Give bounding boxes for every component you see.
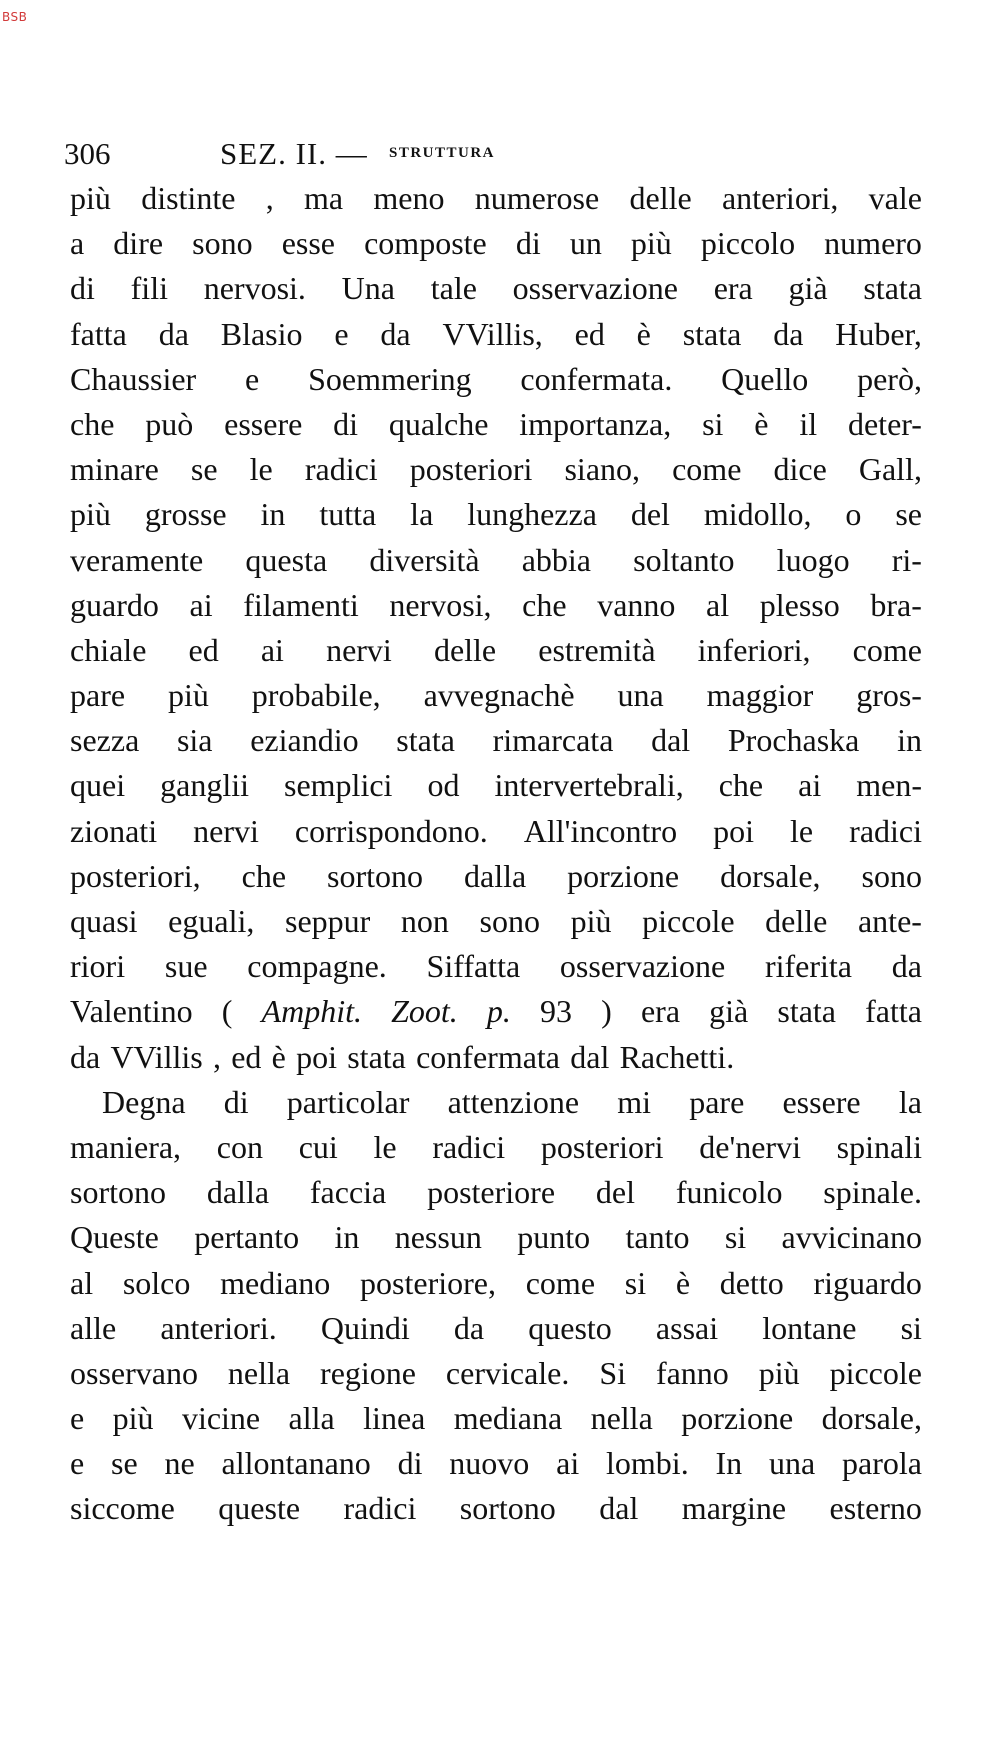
- word: da: [453, 1309, 485, 1346]
- text-line: [70, 312, 922, 357]
- word: sono: [192, 225, 253, 262]
- word: si: [624, 1264, 647, 1301]
- page-header: [64, 136, 924, 176]
- text-line: [70, 718, 922, 763]
- word: è: [754, 405, 769, 442]
- word: dorsale,: [821, 1400, 922, 1437]
- word: piccole: [829, 1354, 922, 1391]
- text-line: [70, 628, 922, 673]
- word: sue: [164, 948, 208, 985]
- word: margine: [681, 1490, 787, 1527]
- word: mediano: [220, 1264, 331, 1301]
- word: è: [271, 1038, 286, 1075]
- word: Una: [341, 270, 395, 307]
- word: pare: [689, 1083, 745, 1120]
- word: questo: [528, 1309, 612, 1346]
- word: si: [900, 1309, 922, 1346]
- word: minare: [70, 451, 159, 488]
- word: un: [569, 225, 602, 262]
- word: poi: [713, 812, 754, 849]
- word: delle: [433, 631, 497, 668]
- word: sortono: [327, 857, 424, 894]
- word: e: [245, 360, 260, 397]
- text-line: [70, 1261, 922, 1306]
- text-line: [70, 673, 922, 718]
- word: come: [852, 631, 922, 668]
- word: soltanto: [633, 541, 735, 578]
- word: fili: [130, 270, 168, 307]
- word: che: [241, 857, 287, 894]
- text-line: [70, 1125, 922, 1170]
- word: siano,: [564, 451, 641, 488]
- word: e: [334, 315, 349, 352]
- word: posteriore,: [360, 1264, 496, 1301]
- word: posteriore: [427, 1174, 556, 1211]
- word: spinali: [836, 1128, 922, 1165]
- word: quasi: [70, 903, 138, 939]
- word: se: [895, 496, 922, 533]
- word: nervosi.: [203, 270, 306, 307]
- word: fatta: [865, 993, 922, 1030]
- text-line: [70, 944, 922, 989]
- word: in: [334, 1219, 360, 1256]
- text-line: [70, 1215, 922, 1260]
- word: meno: [373, 180, 445, 216]
- word: che: [70, 405, 115, 442]
- word: chiale: [70, 631, 147, 668]
- text-line: [70, 1486, 922, 1531]
- word: osservano: [70, 1354, 198, 1391]
- word: anteriori,: [721, 180, 839, 216]
- word: numero: [824, 225, 922, 262]
- word: di: [70, 270, 95, 307]
- word: plesso: [759, 586, 840, 623]
- word: a: [70, 225, 85, 262]
- word: All'incontro: [523, 812, 678, 849]
- page-number: 306: [64, 136, 111, 171]
- word: del: [595, 1174, 635, 1211]
- word: filamenti: [243, 586, 359, 623]
- word: od: [427, 767, 460, 804]
- word: più: [570, 903, 612, 939]
- word: lunghezza: [467, 496, 597, 533]
- text-line: [70, 1035, 922, 1080]
- word: tutta: [319, 496, 377, 533]
- word: mediana: [453, 1400, 563, 1437]
- word: più: [630, 225, 672, 262]
- word: e: [70, 1400, 85, 1437]
- word: spinale.: [823, 1174, 922, 1211]
- word: osservazione: [512, 270, 678, 307]
- word: grosse: [144, 496, 227, 533]
- word: sono: [479, 903, 540, 939]
- text-line: [70, 221, 922, 266]
- word: alle: [70, 1309, 117, 1346]
- word: avvegnachè: [423, 677, 575, 714]
- word: non: [400, 903, 449, 939]
- word: inferiori,: [697, 631, 811, 668]
- word: di: [223, 1083, 249, 1120]
- word: ai: [189, 586, 213, 623]
- section-label: SEZ. II. —: [220, 136, 368, 171]
- word: in: [260, 496, 286, 533]
- word: probabile,: [251, 677, 381, 714]
- word: faccia: [309, 1174, 387, 1211]
- word: posteriori: [409, 451, 533, 488]
- word: cui: [298, 1128, 338, 1165]
- word: le: [790, 812, 814, 849]
- word: ante-: [857, 903, 922, 939]
- text-line: [70, 447, 922, 492]
- word: da: [891, 948, 922, 985]
- word: stata: [682, 315, 742, 352]
- word: dalla: [206, 1174, 270, 1211]
- word: ma: [304, 180, 344, 216]
- word: Amphit.: [261, 993, 362, 1030]
- word: con: [216, 1128, 263, 1165]
- word: VVillis,: [442, 315, 543, 352]
- word: piccolo: [700, 225, 796, 262]
- word: vanno: [597, 586, 676, 623]
- word: già: [709, 993, 749, 1030]
- text-line: [70, 266, 922, 311]
- word: dal: [599, 1490, 639, 1527]
- word: più: [167, 677, 209, 714]
- word: delle: [765, 903, 828, 939]
- word: di: [515, 225, 541, 262]
- word: rimarcata: [492, 722, 614, 759]
- word: mi: [617, 1083, 652, 1120]
- word: vicine: [181, 1400, 261, 1437]
- word: Quello: [721, 360, 809, 397]
- word: ed: [574, 315, 605, 352]
- word: bra-: [870, 586, 922, 623]
- word: men-: [856, 767, 922, 804]
- word: piccole: [642, 903, 735, 939]
- word: come: [672, 451, 742, 488]
- word: Huber,: [835, 315, 922, 352]
- word: del: [630, 496, 670, 533]
- word: cervicale.: [445, 1354, 570, 1391]
- page-body: [70, 176, 922, 1532]
- word: Soemmering: [308, 360, 472, 397]
- word: più: [758, 1354, 800, 1391]
- word: pare: [70, 677, 126, 714]
- word: stata: [863, 270, 922, 307]
- word: estremità: [538, 631, 656, 668]
- word: sia: [176, 722, 213, 759]
- word: nervi: [193, 812, 259, 849]
- word: e: [70, 1445, 85, 1482]
- word: ai: [798, 767, 822, 804]
- word: Chaussier: [70, 360, 197, 397]
- word: esterno: [829, 1490, 922, 1527]
- word: di: [333, 405, 359, 442]
- word: VVillis: [110, 1038, 203, 1075]
- word: queste: [218, 1490, 301, 1527]
- word: questa: [245, 541, 328, 578]
- word: era: [713, 270, 753, 307]
- word: era: [640, 993, 681, 1030]
- word: in: [897, 722, 922, 759]
- word: dal: [570, 1038, 610, 1075]
- word: radici: [432, 1128, 506, 1165]
- word: regione: [320, 1354, 416, 1391]
- word: se: [111, 1445, 138, 1482]
- word: il: [799, 405, 818, 442]
- word: essere: [782, 1083, 861, 1120]
- text-line: [70, 176, 922, 221]
- word: da: [158, 315, 189, 352]
- word: più: [70, 496, 111, 533]
- word: funicolo: [675, 1174, 783, 1211]
- word: pertanto: [194, 1219, 300, 1256]
- word: allontanano: [221, 1445, 371, 1482]
- word: nervi: [326, 631, 392, 668]
- word: dice: [773, 451, 827, 488]
- word: come: [525, 1264, 596, 1301]
- word: dire: [113, 225, 164, 262]
- word: lombi.: [606, 1445, 689, 1482]
- word: ed: [188, 631, 219, 668]
- text-line: [70, 402, 922, 447]
- word: ed: [231, 1038, 262, 1075]
- word: lontane: [762, 1309, 857, 1346]
- word: stata: [396, 722, 455, 759]
- word: al: [706, 586, 730, 623]
- word: Prochaska: [727, 722, 860, 759]
- word: Valentino: [70, 993, 193, 1030]
- word: una: [617, 677, 664, 714]
- word: ne: [164, 1445, 195, 1482]
- word: gros-: [856, 677, 922, 714]
- word: dalla: [464, 857, 527, 894]
- word: attenzione: [447, 1083, 580, 1120]
- word: ,: [265, 180, 274, 216]
- word: la: [898, 1083, 922, 1120]
- text-line: [70, 583, 922, 628]
- text-line: [70, 1441, 922, 1486]
- word: tanto: [625, 1219, 690, 1256]
- word: qualche: [388, 405, 489, 442]
- word: luogo: [776, 541, 850, 578]
- word: maggior: [706, 677, 814, 714]
- word: de'nervi: [699, 1128, 801, 1165]
- word: di: [397, 1445, 423, 1482]
- word: confermata: [416, 1038, 560, 1075]
- word: (: [221, 993, 233, 1030]
- word: più: [70, 180, 111, 216]
- word: deter-: [847, 405, 922, 442]
- word: eziandio: [250, 722, 359, 759]
- word: Queste: [70, 1219, 159, 1256]
- word: Quindi: [320, 1309, 410, 1346]
- word: Blasio: [220, 315, 303, 352]
- word: semplici: [284, 767, 393, 804]
- word: guardo: [70, 586, 159, 623]
- word: Gall,: [858, 451, 922, 488]
- text-line: [70, 1170, 922, 1215]
- text-line: [70, 357, 922, 402]
- word: poi: [296, 1038, 337, 1075]
- word: Rachetti.: [619, 1038, 735, 1075]
- word: parola: [841, 1445, 922, 1482]
- word: Si: [599, 1354, 626, 1391]
- word: assai: [655, 1309, 719, 1346]
- word: può: [145, 405, 194, 442]
- text-line: [70, 538, 922, 583]
- word: riguardo: [813, 1264, 922, 1301]
- word: importanza,: [519, 405, 672, 442]
- word: è: [636, 315, 651, 352]
- word: siccome: [70, 1490, 175, 1527]
- word: posteriori: [540, 1128, 664, 1165]
- word: numerose: [474, 180, 600, 216]
- word: anteriori.: [160, 1309, 277, 1346]
- word: vale: [868, 180, 922, 216]
- word: stata: [777, 993, 836, 1030]
- word: abbia: [521, 541, 591, 578]
- word: riori: [70, 948, 126, 985]
- word: zionati: [70, 812, 158, 849]
- word: si: [724, 1219, 747, 1256]
- text-line: [70, 1351, 922, 1396]
- word: compagne.: [247, 948, 387, 985]
- word: radici: [343, 1490, 417, 1527]
- text-line: [70, 899, 922, 944]
- word: detto: [719, 1264, 784, 1301]
- word: nella: [227, 1354, 291, 1391]
- word: corrispondono.: [294, 812, 488, 849]
- word: sezza: [70, 722, 140, 759]
- word: particolar: [286, 1083, 410, 1120]
- word: le: [373, 1128, 397, 1165]
- word: fatta: [70, 315, 127, 352]
- word: radici: [304, 451, 378, 488]
- text-line: [70, 809, 922, 854]
- word: radici: [849, 812, 922, 849]
- word: già: [788, 270, 828, 307]
- word: composte: [364, 225, 487, 262]
- word: veramente: [70, 541, 204, 578]
- word: maniera,: [70, 1128, 182, 1165]
- word: distinte: [141, 180, 236, 216]
- word: tale: [430, 270, 477, 307]
- word: porzione: [681, 1400, 794, 1437]
- word: stata: [347, 1038, 406, 1075]
- word: nuovo: [449, 1445, 530, 1482]
- word: ai: [556, 1445, 580, 1482]
- word: Degna: [102, 1083, 186, 1120]
- word: una: [768, 1445, 816, 1482]
- word: alla: [288, 1400, 335, 1437]
- word: la: [410, 496, 434, 533]
- word: ai: [260, 631, 284, 668]
- word: midollo,: [703, 496, 812, 533]
- word: le: [249, 451, 273, 488]
- word: da: [773, 315, 804, 352]
- word: punto: [517, 1219, 591, 1256]
- text-line: [70, 492, 922, 537]
- word: porzione: [567, 857, 680, 894]
- word: sortono: [459, 1490, 556, 1527]
- word: sortono: [70, 1174, 166, 1211]
- word: che: [522, 586, 567, 623]
- word: delle: [629, 180, 692, 216]
- word: riferita: [764, 948, 852, 985]
- word: più: [112, 1400, 154, 1437]
- word: ,: [212, 1038, 221, 1075]
- word: o: [845, 496, 862, 533]
- text-line: [70, 763, 922, 808]
- word: dal: [651, 722, 691, 759]
- word: In: [715, 1445, 743, 1482]
- word: esse: [281, 225, 335, 262]
- text-line: [70, 1396, 922, 1441]
- word: Siffatta: [426, 948, 521, 985]
- word: eguali,: [168, 903, 255, 939]
- word: ganglii: [160, 767, 249, 804]
- word: fanno: [655, 1354, 729, 1391]
- word: ri-: [891, 541, 922, 578]
- word: da: [70, 1038, 101, 1075]
- word: osservazione: [559, 948, 726, 985]
- text-line: [70, 1306, 922, 1351]
- text-line: [70, 1080, 922, 1125]
- word: dorsale,: [720, 857, 821, 894]
- word: p.: [486, 993, 511, 1030]
- word: se: [190, 451, 218, 488]
- word: avvicinano: [781, 1219, 922, 1256]
- word: seppur: [284, 903, 371, 939]
- word: linea: [363, 1400, 426, 1437]
- word: sono: [861, 857, 922, 894]
- word: nessun: [394, 1219, 482, 1256]
- word: però,: [857, 360, 922, 397]
- word: essere: [224, 405, 303, 442]
- word: solco: [122, 1264, 191, 1301]
- word: nervosi,: [389, 586, 492, 623]
- word: ): [601, 993, 612, 1030]
- word: nella: [590, 1400, 653, 1437]
- word: si: [702, 405, 724, 442]
- text-line: [70, 989, 922, 1034]
- word: confermata.: [520, 360, 673, 397]
- word: intervertebrali,: [494, 767, 684, 804]
- word: diversità: [369, 541, 480, 578]
- running-title: STRUTTURA: [389, 145, 496, 161]
- word: è: [675, 1264, 691, 1301]
- word: quei: [70, 767, 126, 804]
- word: al: [70, 1264, 94, 1301]
- word: 93: [540, 993, 573, 1030]
- library-watermark: BSB: [2, 10, 28, 24]
- word: Zoot.: [391, 993, 458, 1030]
- word: che: [718, 767, 764, 804]
- word: da: [380, 315, 411, 352]
- text-line: [70, 854, 922, 899]
- word: posteriori,: [70, 857, 201, 894]
